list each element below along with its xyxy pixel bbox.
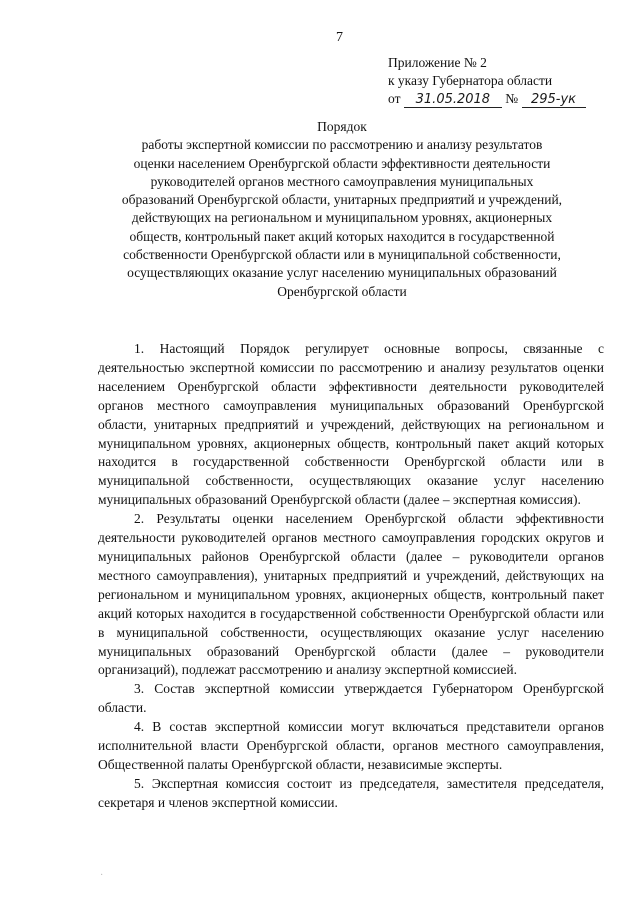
paragraph-3: 3. Состав экспертной комиссии утверждается Губернатором Оренбургской области. — [98, 681, 604, 716]
handwritten-number: 295-ук — [522, 92, 586, 108]
paragraph-1: 1. Настоящий Порядок регулирует основные вопросы, связанные с деятельностью экспертной комиссии по рассмотрению и анализу результатов оценки населением Оренбургской области эффективности деятельности руководителей органов местного самоуправления муниципальных образований Оренбургской области, унитарных предприятий и учреждений, действующих на региональном и муниципальном уровнях, акционерных обществ, контрольный пакет акций которых находится в государственной собственности Оренбургской области или в муниципальной собственности, осуществляющих оказание услуг населению муниципальных образований Оренбургской области (далее – экспертная комиссия). — [98, 341, 604, 508]
handwritten-date: 31.05.2018 — [404, 92, 502, 108]
title-line: Оренбургской области — [277, 283, 407, 299]
appendix-reference: к указу Губернатора области — [388, 73, 553, 88]
page-number: 7 — [336, 30, 343, 45]
date-prefix: от — [388, 91, 401, 106]
document-title — [80, 118, 604, 301]
appendix-block — [388, 54, 618, 108]
appendix-date-row — [388, 90, 618, 108]
appendix-title: Приложение № 2 — [388, 55, 487, 70]
title-heading: Порядок — [317, 119, 367, 134]
title-line: оценки населением Оренбургской области эффективности деятельности — [133, 155, 551, 171]
title-line: обществ, контрольный пакет акций которых находится в государственной — [129, 228, 555, 244]
paragraph-2: 2. Результаты оценки населением Оренбургской области эффективности деятельности руководителей органов местного самоуправления городских округов и муниципальных районов Оренбургской области (далее – руководители органов местного самоуправления), унитарных предприятий и учреждений, действующих на региональном и муниципальном уровнях, акционерных обществ, контрольный пакет акций которых находится в государственной собственности Оренбургской области или в муниципальной собственности, осуществляющих оказание услуг населению муниципальных образований Оренбургской области (далее – руководители организаций), подлежат рассмотрению и анализу экспертной комиссией. — [98, 511, 604, 678]
document-body — [98, 340, 604, 813]
scan-artifact: · — [100, 870, 104, 881]
paragraph-5: 5. Экспертная комиссия состоит из председателя, заместителя председателя, секретаря и членов экспертной комиссии. — [98, 775, 604, 810]
title-line: собственности Оренбургской области или в муниципальной собственности, — [123, 247, 561, 263]
title-line: руководителей органов местного самоуправления муниципальных — [150, 173, 534, 189]
title-line: осуществляющих оказание услуг населению муниципальных образований — [127, 265, 557, 281]
title-line: действующих на региональном и муниципальном уровнях, акционерных — [131, 210, 553, 226]
title-line: образований Оренбургской области, унитарных предприятий и учреждений, — [121, 192, 563, 208]
number-prefix: № — [505, 91, 519, 106]
title-line: работы экспертной комиссии по рассмотрению и анализу результатов — [141, 137, 543, 153]
paragraph-4: 4. В состав экспертной комиссии могут включаться представители органов исполнительной власти Оренбургской области, органов местного самоуправления, Общественной палаты Оренбургской области, независимые эксперты. — [98, 719, 604, 772]
